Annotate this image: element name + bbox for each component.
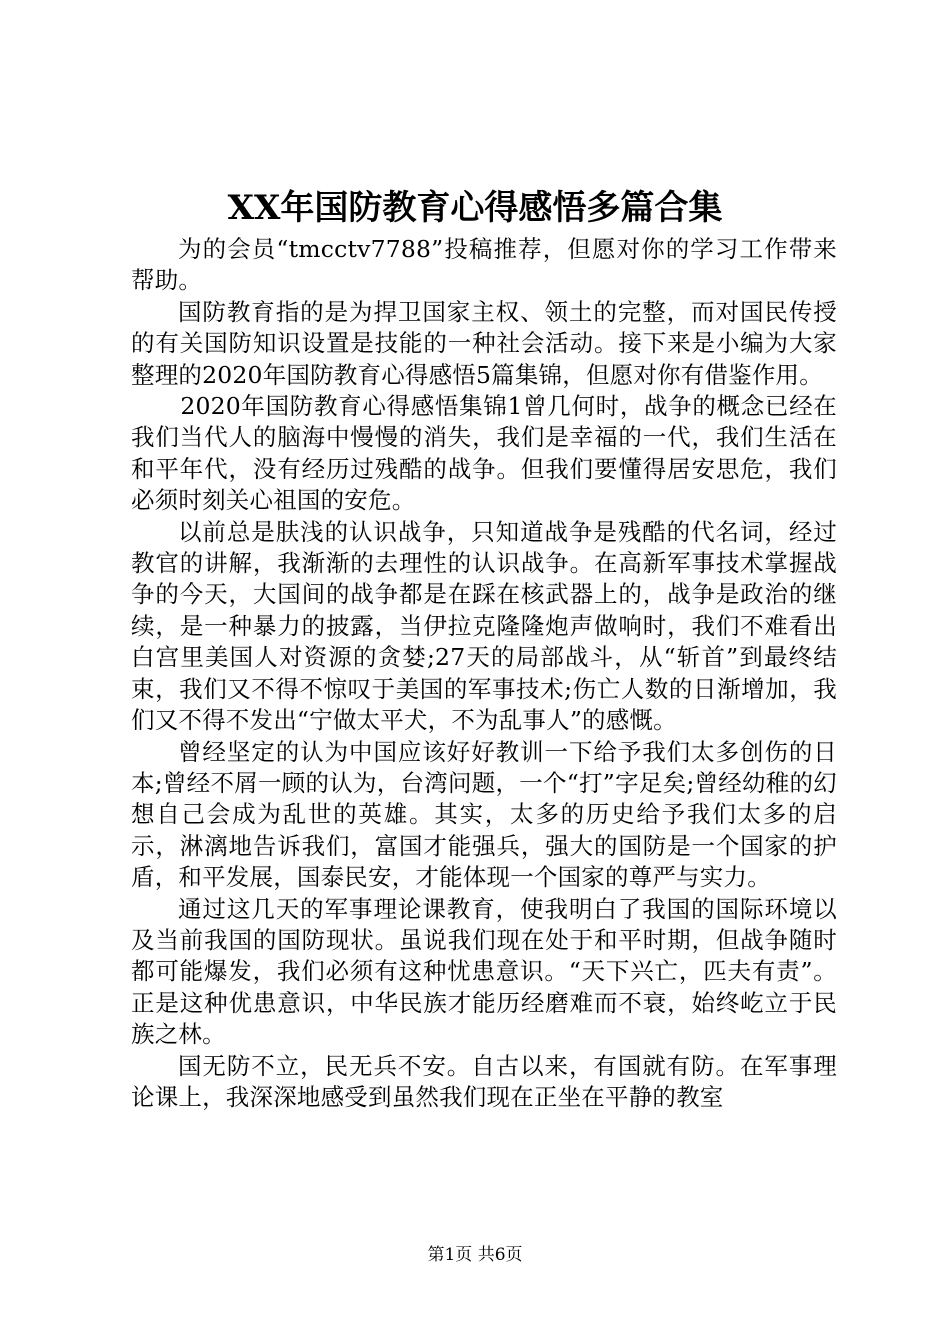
paragraph-6: 通过这几天的军事理论课教育，使我明白了我国的国际环境以及当前我国的国防现状。虽说我们现在处于和平时期，但战争随时都可能爆发，我们必须有这种忧患意识。“天下兴亡，匹夫有责”。正是这种优患意识，中华民族才能历经磨难而不衰，始终屹立于民族之林。	[131, 894, 837, 1049]
paragraph-7: 国无防不立，民无兵不安。自古以来，有国就有防。在军事理论课上，我深深地感受到虽然我们现在正坐在平静的教室	[131, 1051, 837, 1111]
paragraph-5: 曾经坚定的认为中国应该好好教训一下给予我们太多创伤的日本;曾经不屑一顾的认为，台湾问题，一个“打”字足矣;曾经幼稚的幻想自己会成为乱世的英雄。其实，太多的历史给予我们太多的启示，淋漓地告诉我们，富国才能强兵，强大的国防是一个国家的护盾，和平发展，国泰民安，才能体现一个国家的尊严与实力。	[131, 737, 837, 892]
document-body	[131, 234, 837, 1113]
paragraph-3: 2020年国防教育心得感悟集锦1曾几何时，战争的概念已经在我们当代人的脑海中慢慢的消失，我们是幸福的一代，我们生活在和平年代，没有经历过残酷的战争。但我们要懂得居安思危，我们必须时刻关心祖国的安危。	[131, 392, 837, 515]
paragraph-1: 为的会员“tmcctv7788”投稿推荐，但愿对你的学习工作带来帮助。	[131, 235, 837, 295]
paragraph-4: 以前总是肤浅的认识战争，只知道战争是残酷的代名词，经过教官的讲解，我渐渐的去理性的认识战争。在高新军事技术掌握战争的今天，大国间的战争都是在踩在核武器上的，战争是政治的继续，是一种暴力的披露，当伊拉克隆隆炮声做响时，我们不难看出白宫里美国人对资源的贪婪;27天的局部战斗，从“斩首”到最终结束，我们又不得不惊叹于美国的军事技术;伤亡人数的日渐增加，我们又不得不发出“宁做太平犬，不为乱事人”的感慨。	[131, 517, 837, 735]
document-title: XX年国防教育心得感悟多篇合集	[227, 188, 723, 228]
paragraph-2: 国防教育指的是为捍卫国家主权、领土的完整，而对国民传授的有关国防知识设置是技能的一种社会活动。接下来是小编为大家整理的2020年国防教育心得感悟5篇集锦，但愿对你有借鉴作用。	[131, 297, 837, 389]
page-number-footer: 第1页 共6页	[427, 1245, 523, 1265]
